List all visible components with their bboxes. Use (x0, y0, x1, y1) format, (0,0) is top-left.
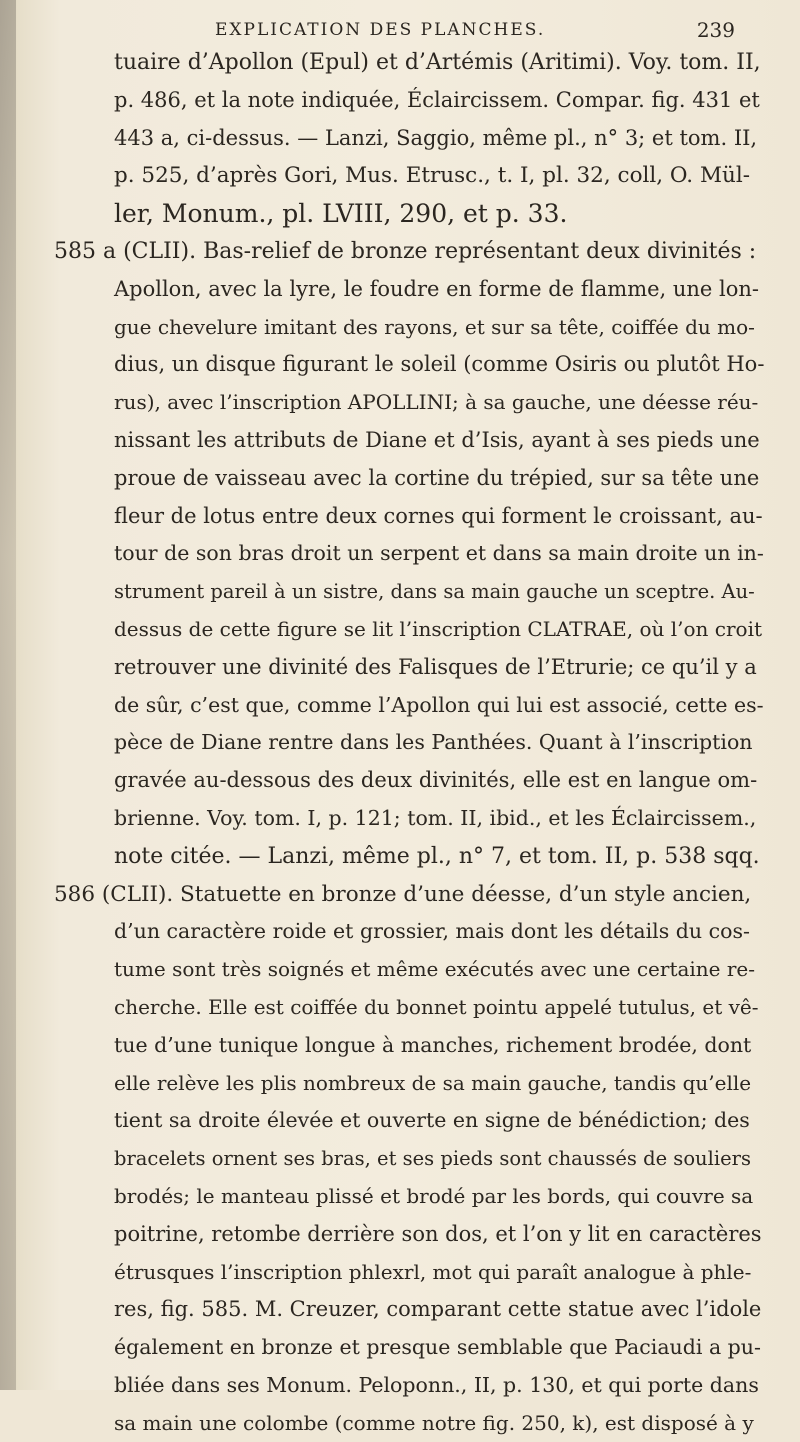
text-line: brienne. Voy. tom. I, p. 121; tom. II, ibid., et les Éclaircissem., (114, 805, 757, 830)
text-line: note citée. — Lanzi, même pl., n° 7, et tom. II, p. 538 sqq. (114, 843, 760, 869)
text-line: elle relève les plis nombreux de sa main gauche, tandis qu’elle (114, 1070, 752, 1095)
text-line: ler, Monum., pl. LVIII, 290, et p. 33. (114, 199, 568, 229)
page-number: 239 (696, 18, 735, 42)
text-line: rus), avec l’inscription APOLLINI; à sa gauche, une déesse réu- (114, 390, 759, 415)
text-line: strument pareil à un sistre, dans sa main gauche un sceptre. Au- (114, 580, 755, 604)
text-line: Apollon, avec la lyre, le foudre en forme de flamme, une lon- (114, 276, 760, 301)
text-line: bliée dans ses Monum. Peloponn., II, p. 130, et qui porte dans (114, 1372, 759, 1397)
text-line: cherche. Elle est coiffée du bonnet pointu appelé tutulus, et vê- (114, 994, 759, 1019)
text-line: dius, un disque figurant le soleil (comme Osiris ou plutôt Ho- (114, 352, 765, 377)
text-line: 443 a, ci-dessus. — Lanzi, Saggio, même pl., n° 3; et tom. II, (114, 125, 758, 150)
text-line: proue de vaisseau avec la cortine du trépied, sur sa tête une (114, 465, 760, 490)
text-line: p. 486, et la note indiquée, Éclaircissem. Compar. fig. 431 et (114, 87, 760, 112)
text-line: tuaire d’Apollon (Epul) et d’Artémis (Aritimi). Voy. tom. II, (114, 50, 761, 75)
running-header (215, 16, 735, 46)
text-line: de sûr, c’est que, comme l’Apollon qui lui est associé, cette es- (114, 692, 764, 717)
page-gutter (0, 0, 16, 1390)
text-line: p. 525, d’après Gori, Mus. Etrusc., t. I, pl. 32, coll, O. Mül- (114, 163, 750, 189)
text-line: fleur de lotus entre deux cornes qui forment le croissant, au- (114, 503, 763, 528)
text-line: gravée au-dessous des deux divinités, elle est en langue om- (114, 768, 758, 793)
text-line: retrouver une divinité des Falisques de l’Etrurie; ce qu’il y a (114, 654, 757, 679)
entry-586-heading-line: 586 (CLII). Statuette en bronze d’une déesse, d’un style ancien, (54, 881, 752, 907)
text-line: étrusques l’inscription phlexrl, mot qui paraît analogue à phle- (114, 1259, 752, 1284)
body-text (24, 44, 764, 1442)
text-line: res, fig. 585. M. Creuzer, comparant cette statue avec l’idole (114, 1297, 762, 1322)
text-line: bracelets ornent ses bras, et ses pieds sont chaussés de souliers (114, 1147, 751, 1171)
text-line: dessus de cette figure se lit l’inscription CLATRAE, où l’on croit (114, 616, 762, 641)
text-line: nissant les attributs de Diane et d’Isis, ayant à ses pieds une (114, 427, 760, 452)
text-line: sa main une colombe (comme notre fig. 250, k), est disposé à y (114, 1410, 754, 1435)
text-line: brodés; le manteau plissé et brodé par les bords, qui couvre sa (114, 1183, 754, 1208)
text-line: poitrine, retombe derrière son dos, et l’on y lit en caractères (114, 1221, 762, 1246)
text-line: également en bronze et presque semblable que Paciaudi a pu- (114, 1335, 761, 1360)
text-line: tient sa droite élevée et ouverte en signe de bénédiction; des (114, 1108, 750, 1133)
text-line: tour de son bras droit un serpent et dans sa main droite un in- (114, 541, 764, 566)
text-line: gue chevelure imitant des rayons, et sur sa tête, coiffée du mo- (114, 314, 755, 339)
text-line: d’un caractère roide et grossier, mais dont les détails du cos- (114, 919, 750, 944)
running-title: EXPLICATION DES PLANCHES. (215, 20, 546, 40)
text-line: tue d’une tunique longue à manches, richement brodée, dont (114, 1032, 752, 1057)
entry-585a-heading-line: 585 a (CLII). Bas-relief de bronze représentant deux divinités : (54, 238, 757, 264)
text-line: pèce de Diane rentre dans les Panthées. Quant à l’inscription (114, 730, 753, 755)
text-line: tume sont très soignés et même exécutés avec une certaine re- (114, 957, 756, 982)
